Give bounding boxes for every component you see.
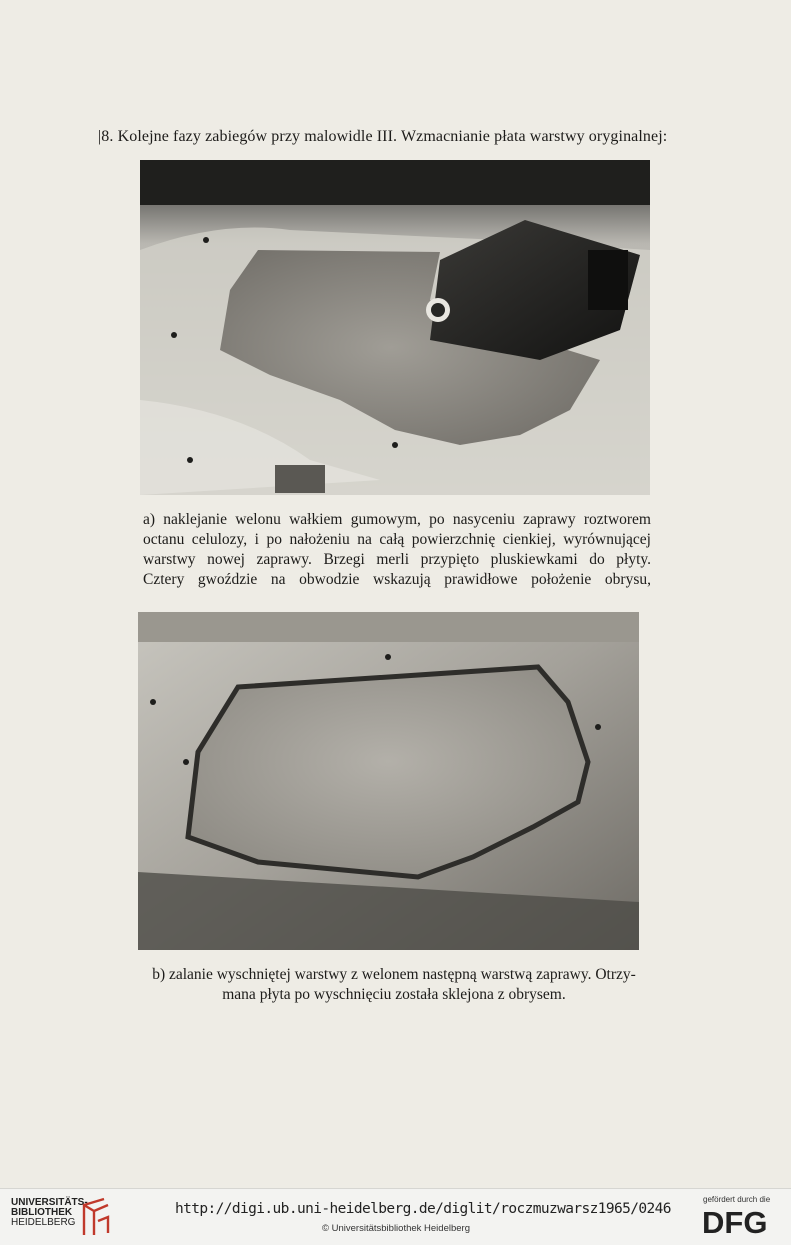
caption-b bbox=[137, 965, 651, 1005]
library-name-line: HEIDELBERG bbox=[11, 1217, 76, 1228]
library-name bbox=[11, 1198, 88, 1228]
dfg-logo-icon[interactable] bbox=[702, 1207, 780, 1237]
dfg-logo-text: DFG bbox=[702, 1207, 768, 1237]
caption-b-line: mana płyta po wyschnięciu została sklejona z obrysem. bbox=[222, 986, 566, 1003]
caption-a-line: octanu celulozy, i po nałożeniu na całą powierzchnię cienkiej, wyrównującej bbox=[143, 531, 651, 548]
funding-note: gefördert durch die bbox=[703, 1195, 771, 1204]
library-name-line: UNIVERSITÄTS- bbox=[11, 1197, 88, 1208]
viewer-footer bbox=[0, 1188, 791, 1245]
photo-b-dried-layer bbox=[138, 612, 639, 950]
photo-b-image bbox=[138, 612, 639, 950]
library-logo-icon[interactable] bbox=[80, 1195, 112, 1237]
library-name-line: BIBLIOTHEK bbox=[11, 1207, 73, 1218]
permalink-url[interactable]: http://digi.ub.uni-heidelberg.de/diglit/roczmuzwarsz1965/0246 bbox=[175, 1201, 671, 1217]
copyright-notice: © Universitätsbibliothek Heidelberg bbox=[322, 1223, 470, 1234]
caption-a-line: warstwy nowej zaprawy. Brzegi merli przypięto pluskiewkami do płyty. bbox=[143, 551, 651, 568]
photo-a-roller-application bbox=[140, 160, 650, 495]
caption-a bbox=[143, 510, 651, 590]
plate-title: |8. Kolejne fazy zabiegów przy malowidle III. Wzmacnianie płata warstwy oryginalnej: bbox=[98, 128, 668, 145]
caption-a-line: Cztery gwoździe na obwodzie wskazują prawidłowe położenie obrysu, bbox=[143, 571, 651, 588]
photo-a-image bbox=[140, 160, 650, 495]
caption-a-line: a) naklejanie welonu wałkiem gumowym, po nasyceniu zaprawy roztworem bbox=[143, 511, 651, 528]
caption-b-line: b) zalanie wyschniętej warstwy z welonem następną warstwą zaprawy. Otrzy- bbox=[152, 966, 636, 983]
